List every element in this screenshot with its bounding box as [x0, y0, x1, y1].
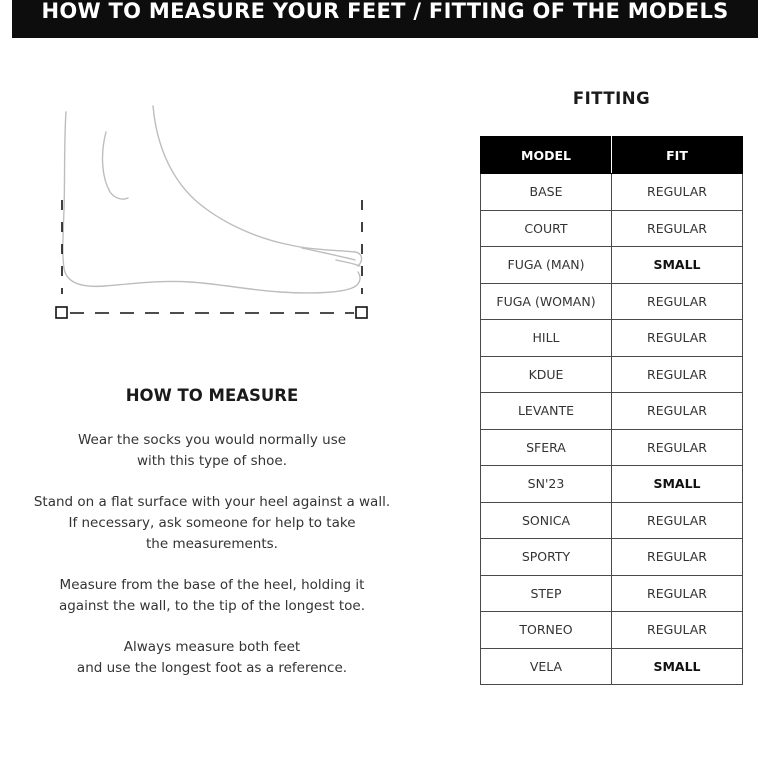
instruction-paragraph — [22, 430, 402, 472]
model-cell: COURT — [481, 210, 612, 247]
model-cell: SONICA — [481, 502, 612, 539]
table-row — [481, 502, 743, 539]
column-header-fit: FIT — [612, 137, 743, 174]
model-cell: SN'23 — [481, 466, 612, 503]
table-row — [481, 356, 743, 393]
table-row — [481, 466, 743, 503]
instruction-line: If necessary, ask someone for help to take — [68, 515, 356, 531]
table-row — [481, 539, 743, 576]
instruction-line: Wear the socks you would normally use — [77, 432, 347, 448]
foot-measurement-icon — [50, 100, 380, 330]
fit-cell: REGULAR — [612, 575, 743, 612]
fit-cell: REGULAR — [612, 283, 743, 320]
table-row — [481, 429, 743, 466]
instruction-line: with this type of shoe. — [136, 453, 288, 469]
fit-cell: REGULAR — [612, 393, 743, 430]
fit-cell: REGULAR — [612, 356, 743, 393]
model-cell: TORNEO — [481, 612, 612, 649]
model-cell: HILL — [481, 320, 612, 357]
fit-cell: REGULAR — [612, 429, 743, 466]
fit-cell: REGULAR — [612, 539, 743, 576]
table-row — [481, 174, 743, 211]
banner-title: HOW TO MEASURE YOUR FEET / FITTING OF THE MODELS — [41, 0, 729, 23]
fit-cell: REGULAR — [612, 210, 743, 247]
model-cell: FUGA (WOMAN) — [481, 283, 612, 320]
table-row — [481, 210, 743, 247]
model-cell: SFERA — [481, 429, 612, 466]
table-row — [481, 648, 743, 685]
fit-cell: REGULAR — [612, 502, 743, 539]
model-cell: VELA — [481, 648, 612, 685]
model-cell: STEP — [481, 575, 612, 612]
instruction-line: the measurements. — [146, 536, 278, 552]
toe-corner-marker — [356, 307, 367, 318]
fitting-table — [480, 136, 743, 685]
table-row — [481, 283, 743, 320]
table-row — [481, 247, 743, 284]
model-cell: FUGA (MAN) — [481, 247, 612, 284]
table-row — [481, 393, 743, 430]
model-cell: SPORTY — [481, 539, 612, 576]
instruction-paragraph — [22, 575, 402, 617]
model-cell: BASE — [481, 174, 612, 211]
instruction-line: Always measure both feet — [123, 639, 301, 655]
table-row — [481, 575, 743, 612]
instruction-line: against the wall, to the tip of the longest toe. — [58, 598, 366, 614]
instruction-paragraph — [22, 492, 402, 555]
column-header-model: MODEL — [481, 137, 612, 174]
foot-ankle-line — [103, 132, 128, 199]
instructions — [22, 430, 402, 699]
table-row — [481, 320, 743, 357]
fit-cell: REGULAR — [612, 174, 743, 211]
model-cell: LEVANTE — [481, 393, 612, 430]
how-to-measure-heading: HOW TO MEASURE — [125, 386, 299, 405]
model-cell: KDUE — [481, 356, 612, 393]
foot-outline-instep — [153, 106, 362, 266]
fit-cell: REGULAR — [612, 320, 743, 357]
fit-cell: SMALL — [612, 648, 743, 685]
instruction-line: Measure from the base of the heel, holding it — [59, 577, 365, 593]
foot-outline-heel — [63, 112, 360, 293]
table-row — [481, 612, 743, 649]
instruction-line: and use the longest foot as a reference. — [76, 660, 348, 676]
instruction-line: Stand on a flat surface with your heel against a wall. — [33, 494, 391, 510]
page-banner — [12, 0, 758, 38]
instruction-paragraph — [22, 637, 402, 679]
table-header-row — [481, 137, 743, 174]
fit-cell: REGULAR — [612, 612, 743, 649]
heel-corner-marker — [56, 307, 67, 318]
fitting-title: FITTING — [572, 89, 651, 108]
fit-cell: SMALL — [612, 466, 743, 503]
fit-cell: SMALL — [612, 247, 743, 284]
